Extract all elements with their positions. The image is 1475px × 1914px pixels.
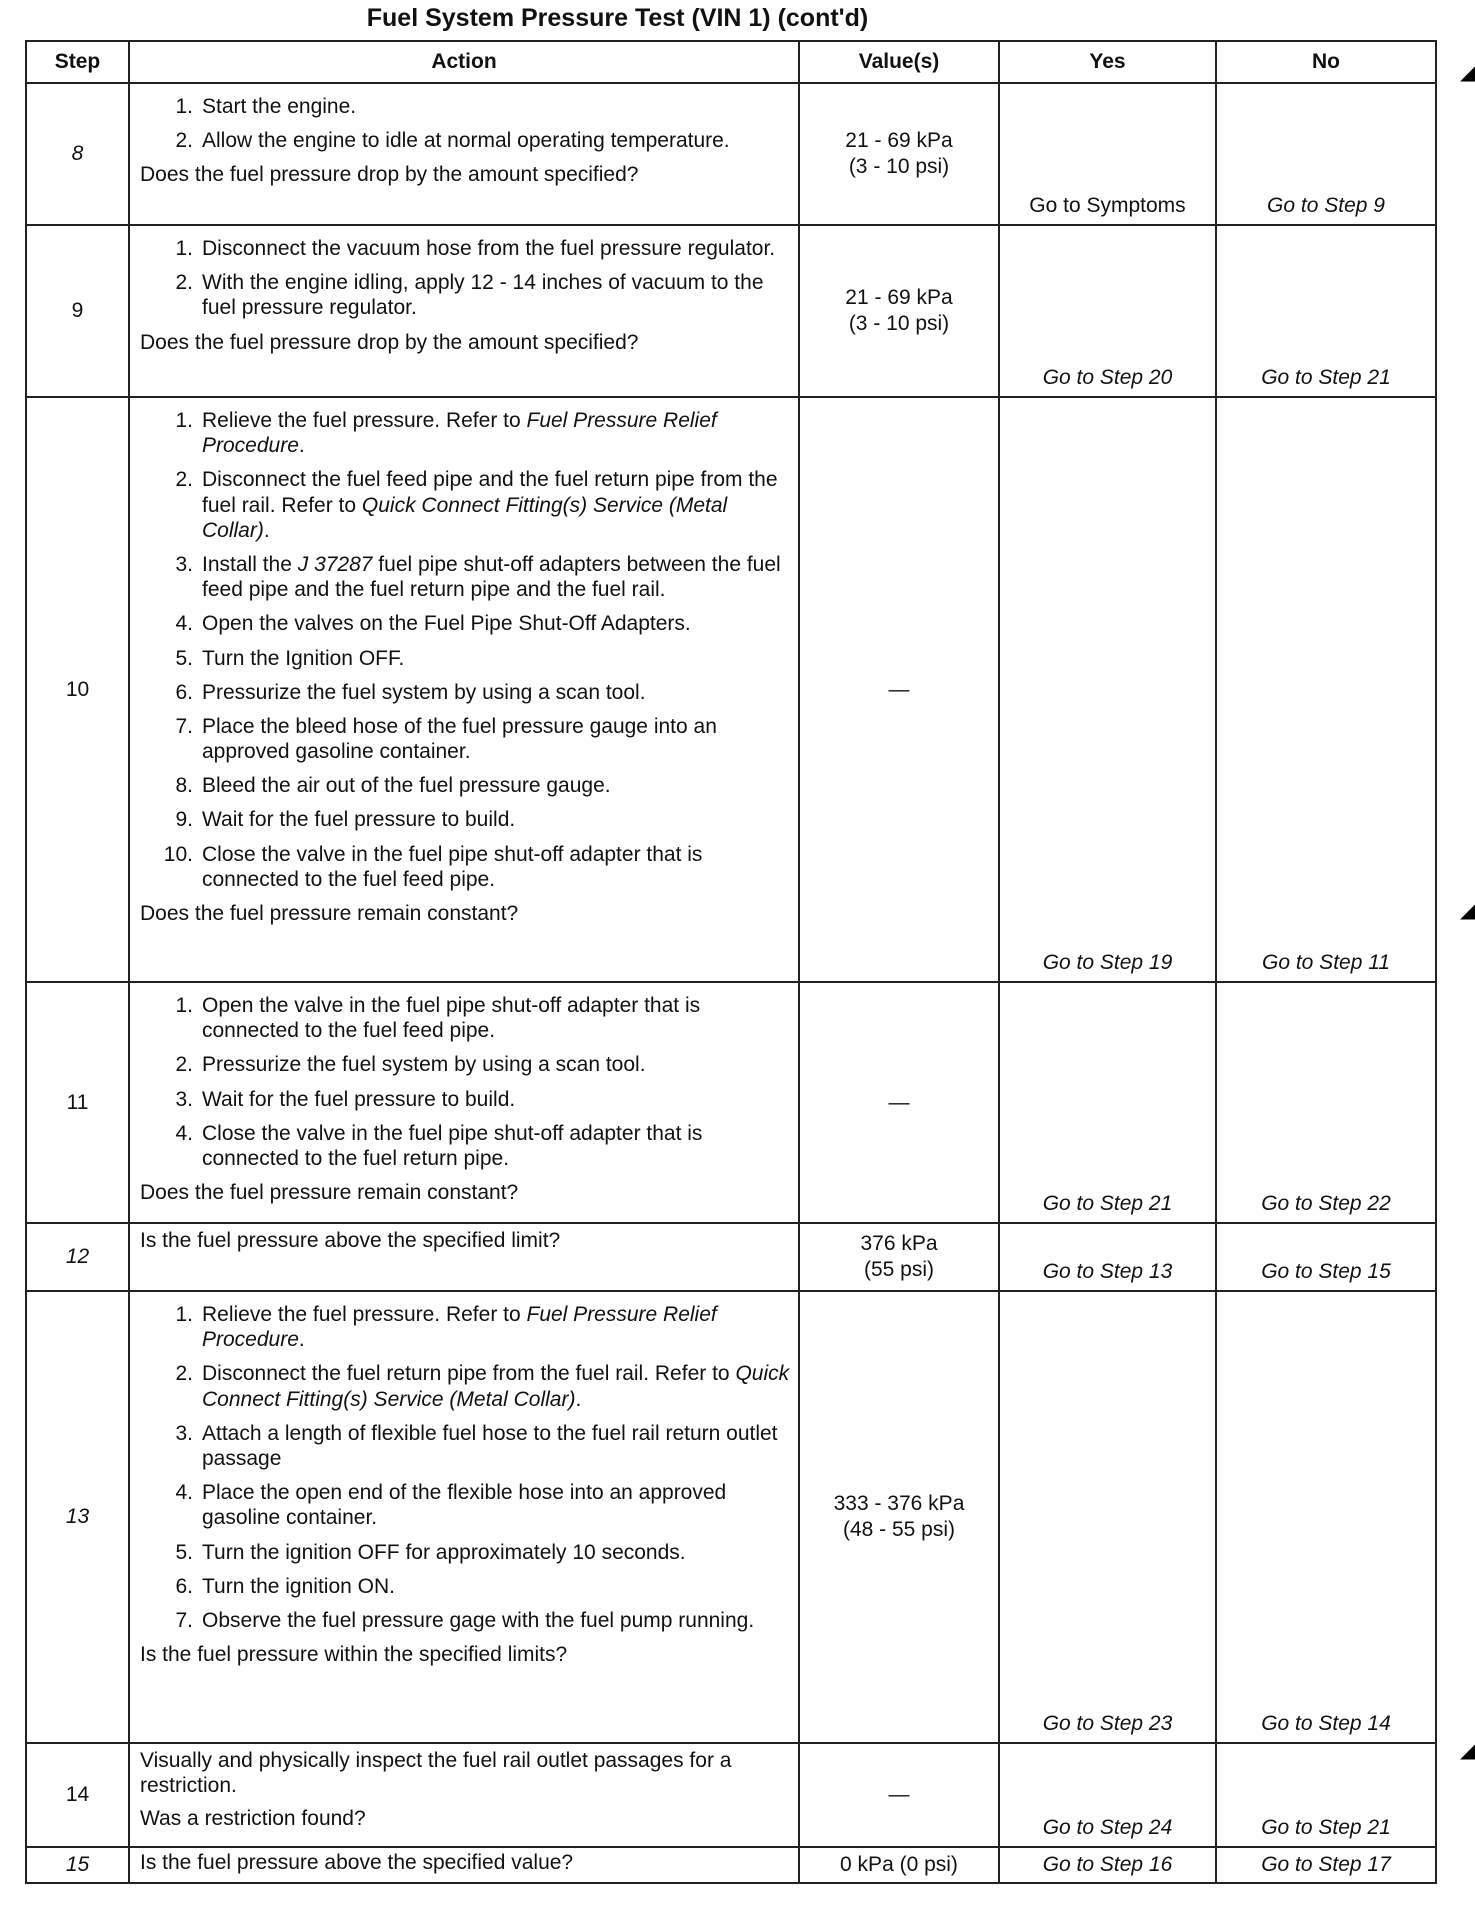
step-number: 9 bbox=[26, 225, 129, 397]
step-number: 15 bbox=[26, 1847, 129, 1883]
question: Was a restriction found? bbox=[140, 1807, 366, 1831]
question: Does the fuel pressure remain constant? bbox=[140, 902, 519, 925]
action-cell bbox=[129, 1847, 799, 1883]
yes-cell: Go to Step 24 bbox=[999, 1743, 1216, 1847]
value-cell: — bbox=[799, 982, 999, 1223]
question: Does the fuel pressure remain constant? bbox=[140, 1181, 519, 1205]
list-item: 4. Close the valve in the fuel pipe shut-off adapter that is connected to the fuel return pipe. bbox=[175, 1121, 703, 1170]
no-cell: Go to Step 14 bbox=[1216, 1291, 1436, 1743]
no-cell: Go to Step 9 bbox=[1216, 83, 1436, 225]
list-item: 1. Start the engine. bbox=[175, 95, 357, 118]
list-item: 1. Open the valve in the fuel pipe shut-off adapter that is connected to the fuel feed pipe. bbox=[175, 994, 701, 1043]
value-cell: 21 - 69 kPa (3 - 10 psi) bbox=[799, 225, 999, 397]
list-item: 2. Pressurize the fuel system by using a scan tool. bbox=[175, 1053, 646, 1077]
header-step: Step bbox=[26, 41, 129, 83]
step-number: 14 bbox=[26, 1743, 129, 1847]
list-item: 4. Place the open end of the flexible hose into an approved gasoline container. bbox=[175, 1481, 727, 1530]
no-cell: Go to Step 21 bbox=[1216, 1743, 1436, 1847]
yes-cell: Go to Step 21 bbox=[999, 982, 1216, 1223]
step-number: 12 bbox=[26, 1223, 129, 1291]
edge-mark: ◢ bbox=[1460, 1740, 1475, 1762]
yes-cell: Go to Step 19 bbox=[999, 397, 1216, 982]
question: Does the fuel pressure drop by the amount specified? bbox=[140, 163, 639, 187]
list-item: 1. Relieve the fuel pressure. Refer to Fuel Pressure Relief Procedure. bbox=[175, 1303, 717, 1352]
list-item: 9. Wait for the fuel pressure to build. bbox=[175, 808, 516, 832]
list-item: 5. Turn the Ignition OFF. bbox=[175, 646, 405, 670]
value-cell: 0 kPa (0 psi) bbox=[799, 1847, 999, 1883]
table-row bbox=[26, 982, 1436, 1223]
yes-cell: Go to Symptoms bbox=[999, 83, 1216, 225]
action-cell bbox=[129, 982, 799, 1223]
yes-cell: Go to Step 16 bbox=[999, 1847, 1216, 1883]
table-row bbox=[26, 225, 1436, 397]
table-row bbox=[26, 83, 1436, 225]
list-item: 7. Observe the fuel pressure gage with the fuel pump running. bbox=[175, 1608, 755, 1632]
page-title: Fuel System Pressure Test (VIN 1) (cont'd) bbox=[366, 4, 869, 32]
list-item: 3. Attach a length of flexible fuel hose to the fuel rail return outlet passage bbox=[175, 1421, 778, 1470]
yes-cell: Go to Step 13 bbox=[999, 1223, 1216, 1291]
table-row bbox=[26, 1291, 1436, 1743]
yes-cell: Go to Step 20 bbox=[999, 225, 1216, 397]
list-item: 3. Install the J 37287 fuel pipe shut-off adapters between the fuel feed pipe and the fuel return pipe and the fuel rail. bbox=[175, 552, 781, 602]
value-cell: 21 - 69 kPa (3 - 10 psi) bbox=[799, 83, 999, 225]
question: Is the fuel pressure within the specified limits? bbox=[140, 1643, 568, 1667]
list-item: 1. Disconnect the vacuum hose from the fuel pressure regulator. bbox=[175, 237, 776, 260]
list-item: 2. Disconnect the fuel feed pipe and the fuel return pipe from the fuel rail. Refer to Quick Connect Fitting(s) Service (Metal Collar). bbox=[175, 468, 778, 542]
list-item: 6. Pressurize the fuel system by using a scan tool. bbox=[175, 680, 646, 704]
action-cell bbox=[129, 1291, 799, 1743]
no-cell: Go to Step 21 bbox=[1216, 225, 1436, 397]
list-item: 1. Relieve the fuel pressure. Refer to Fuel Pressure Relief Procedure. bbox=[175, 409, 717, 458]
edge-mark: ◢ bbox=[1460, 900, 1475, 922]
list-item: 2. Allow the engine to idle at normal operating temperature. bbox=[175, 129, 730, 153]
table-header-row bbox=[26, 41, 1436, 83]
list-item: 4. Open the valves on the Fuel Pipe Shut-Off Adapters. bbox=[175, 612, 691, 636]
action-cell bbox=[129, 1743, 799, 1847]
value-cell: 376 kPa (55 psi) bbox=[799, 1223, 999, 1291]
no-cell: Go to Step 11 bbox=[1216, 397, 1436, 982]
list-item: 2. With the engine idling, apply 12 - 14 inches of vacuum to the fuel pressure regulator. bbox=[175, 271, 764, 320]
header-values: Value(s) bbox=[799, 41, 999, 83]
list-item: 2. Disconnect the fuel return pipe from the fuel rail. Refer to Quick Connect Fitting(s) Service (Metal Collar). bbox=[175, 1362, 790, 1411]
list-item: 5. Turn the ignition OFF for approximately 10 seconds. bbox=[175, 1540, 686, 1564]
no-cell: Go to Step 17 bbox=[1216, 1847, 1436, 1883]
question: Is the fuel pressure above the specified limit? bbox=[140, 1229, 561, 1252]
question: Does the fuel pressure drop by the amount specified? bbox=[140, 330, 639, 354]
no-cell: Go to Step 22 bbox=[1216, 982, 1436, 1223]
list-item: 6. Turn the ignition ON. bbox=[175, 1574, 395, 1598]
table-row bbox=[26, 1847, 1436, 1883]
action-cell bbox=[129, 397, 799, 982]
step-number: 8 bbox=[26, 83, 129, 225]
header-yes: Yes bbox=[999, 41, 1216, 83]
fuel-pressure-test-table bbox=[25, 40, 1437, 1884]
question: Is the fuel pressure above the specified value? bbox=[140, 1851, 574, 1874]
value-cell: — bbox=[799, 1743, 999, 1847]
list-item: 3. Wait for the fuel pressure to build. bbox=[175, 1087, 516, 1111]
list-item: 7. Place the bleed hose of the fuel pressure gauge into an approved gasoline container. bbox=[175, 714, 717, 764]
yes-cell: Go to Step 23 bbox=[999, 1291, 1216, 1743]
no-cell: Go to Step 15 bbox=[1216, 1223, 1436, 1291]
value-cell: — bbox=[799, 397, 999, 982]
table-row bbox=[26, 397, 1436, 982]
list-item: 8. Bleed the air out of the fuel pressure gauge. bbox=[175, 774, 611, 798]
table-row bbox=[26, 1223, 1436, 1291]
table-row bbox=[26, 1743, 1436, 1847]
header-no: No bbox=[1216, 41, 1436, 83]
step-number: 13 bbox=[26, 1291, 129, 1743]
action-cell bbox=[129, 83, 799, 225]
edge-mark: ◢ bbox=[1460, 62, 1475, 84]
action-cell bbox=[129, 225, 799, 397]
step-number: 11 bbox=[26, 982, 129, 1223]
list-item: 10. Close the valve in the fuel pipe shut-off adapter that is connected to the fuel feed pipe. bbox=[163, 842, 703, 891]
value-cell: 333 - 376 kPa (48 - 55 psi) bbox=[799, 1291, 999, 1743]
instruction-text: Visually and physically inspect the fuel rail outlet passages for a restriction. bbox=[140, 1749, 732, 1798]
step-number: 10 bbox=[26, 397, 129, 982]
action-cell bbox=[129, 1223, 799, 1291]
header-action: Action bbox=[129, 41, 799, 83]
